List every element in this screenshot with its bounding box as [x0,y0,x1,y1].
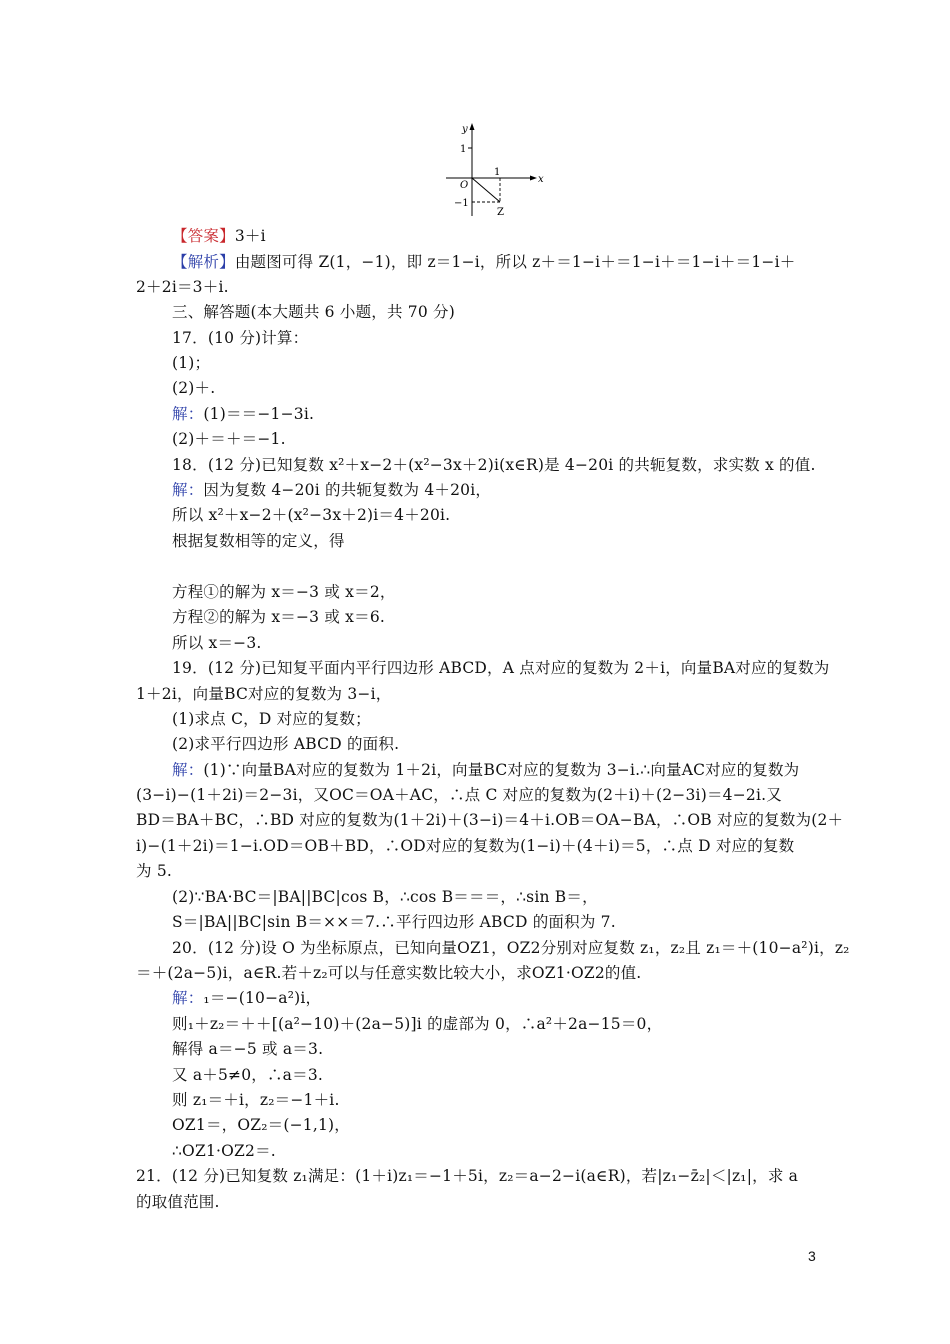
analysis-text: 由题图可得 Z(1，−1)，即 z＝1−i，所以 z＋＝1−i＋＝1−i＋＝1−i＋＝1−i＋ [234,253,796,271]
solution-line [172,480,491,500]
text-line: ∴OZ1·OZ2＝. [172,1142,276,1160]
text-line: (2)＋＝＋＝−1. [172,430,286,448]
problem-20-title: 20．(12 分)设 O 为坐标原点，已知向量OZ1，OZ2分别对应复数 z₁，z₂且 z₁＝＋(10−a²)i，z₂ [172,939,850,957]
solution-tag: 解： [172,761,204,779]
solution-text: (1)∵向量BA对应的复数为 1＋2i，向量BC对应的复数为 3−i.∴向量AC对应的复数为 [203,761,800,779]
text-line: 的取值范围. [136,1193,220,1211]
text-line: 又 a＋5≠0，∴a＝3. [172,1066,324,1084]
analysis-line [172,252,795,272]
answer-tag: 【答案】 [172,227,235,245]
y-axis-label: y [462,124,468,135]
problem-18-title: 18．(12 分)已知复数 x²＋x−2＋(x²−3x＋2)i(x∈R)是 4−20i 的共轭复数，求实数 x 的值. [172,456,816,474]
text-line: 方程②的解为 x＝−3 或 x＝6. [172,608,386,626]
answer-line [172,226,266,246]
text-line: OZ1＝，OZ₂＝(−1,1)， [172,1116,350,1134]
solution-line [172,988,321,1008]
text-line: S＝|BA||BC|sin B＝××＝7.∴平行四边形 ABCD 的面积为 7. [172,913,616,931]
text-line: 解得 a＝−5 或 a＝3. [172,1040,324,1058]
tick-y-pos-label: 1 [460,144,467,155]
problem-17-title: 17．(10 分)计算： [172,329,309,347]
text-line: 则 z₁＝＋i，z₂＝−1＋i. [172,1091,340,1109]
answer-text: 3＋i [234,227,266,245]
text-line: ＝＋(2a−5)i，a∈R.若＋z₂可以与任意实数比较大小，求OZ1·OZ2的值. [136,964,642,982]
text-line: 1＋2i，向量BC对应的复数为 3−i， [136,685,392,703]
text-line: 根据复数相等的定义，得 [172,532,345,550]
tick-y-neg-label: −1 [454,198,469,209]
text-line: (2)∵BA·BC＝|BA||BC|cos B，∴cos B＝＝＝，∴sin B＝， [172,888,598,906]
solution-text: 因为复数 4−20i 的共轭复数为 4＋20i， [203,481,492,499]
solution-text: (1)＝＝−1−3i. [203,405,315,423]
text-line: (1)求点 C，D 对应的复数； [172,710,371,728]
x-axis-label: x [538,174,544,185]
text-line: 则₁＋z₂＝＋＋[(a²−10)＋(2a−5)]i 的虚部为 0，∴a²＋2a−15＝0， [172,1015,663,1033]
solution-line [172,404,314,424]
point-z-label: Z [497,207,504,218]
solution-line [172,760,799,780]
text-line: 所以 x²＋x−2＋(x²−3x＋2)i＝4＋20i. [172,506,451,524]
text-line: (2)求平行四边形 ABCD 的面积. [172,735,400,753]
text-line: 2＋2i＝3＋i. [136,278,229,296]
problem-21-title: 21．(12 分)已知复数 z₁满足：(1＋i)z₁＝−1＋5i，z₂＝a−2−i(a∈R)，若|z₁−z̄₂|＜|z₁|，求 a [136,1167,799,1185]
text-line: i)−(1＋2i)＝1−i.OD＝OB＋BD，∴OD对应的复数为(1−i)＋(4＋i)＝5，∴点 D 对应的复数 [136,837,795,855]
solution-tag: 解： [172,481,204,499]
solution-text: ₁＝−(10−a²)i， [203,989,322,1007]
text-line: 为 5. [136,862,173,880]
origin-label: O [460,180,469,191]
solution-tag: 解： [172,405,204,423]
section-heading: 三、解答题(本大题共 6 小题，共 70 分) [172,303,455,321]
text-line: 所以 x＝−3. [172,634,262,652]
page-number: 3 [808,1248,816,1264]
text-line: (2)＋. [172,379,216,397]
text-line: (1)； [172,354,211,372]
problem-19-title: 19．(12 分)已知复平面内平行四边形 ABCD，A 点对应的复数为 2＋i，向量BA对应的复数为 [172,659,830,677]
analysis-tag: 【解析】 [172,253,235,271]
coordinate-figure [440,118,550,222]
text-line: 方程①的解为 x＝−3 或 x＝2， [172,583,396,601]
text-line: BD＝BA＋BC，∴BD 对应的复数为(1＋2i)＋(3−i)＝4＋i.OB＝OA−BA，∴OB 对应的复数为(2＋ [136,811,844,829]
solution-tag: 解： [172,989,204,1007]
text-line: (3−i)−(1＋2i)＝2−3i，又OC＝OA＋AC，∴点 C 对应的复数为(2＋i)＋(2−3i)＝4−2i.又 [136,786,782,804]
tick-x-label: 1 [494,167,501,178]
